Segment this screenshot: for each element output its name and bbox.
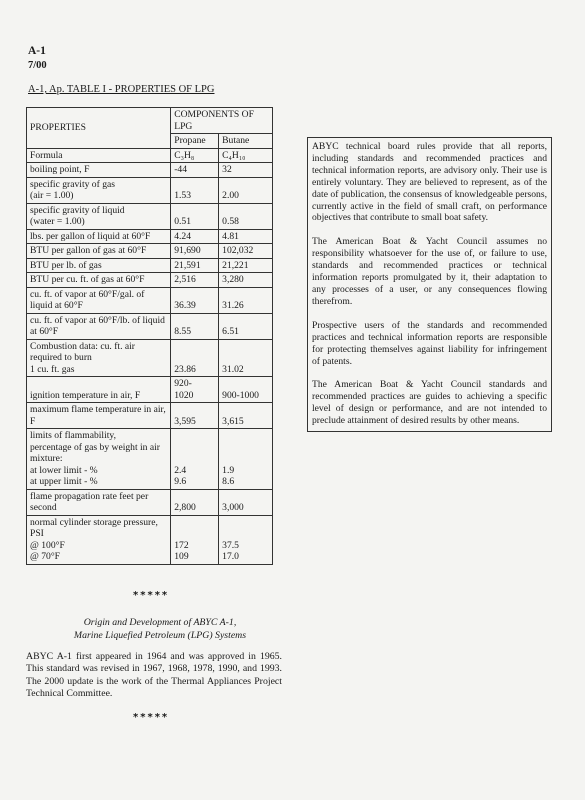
butane-cell: 4.81 — [219, 229, 273, 244]
table-row — [27, 148, 273, 163]
notice-paragraph: Prospective users of the standards and recommended practices and technical information reports are responsible for protecting themselves against liability for infringement of patents. — [312, 319, 547, 367]
table-row — [27, 273, 273, 288]
origin-text: ABYC A-1 first appeared in 1964 and was approved in 1965. This standard was revised in 1967, 1968, 1978, 1990, and 1993. The 2000 update is the work of the Thermal Appliances Project Technical Committee. — [26, 651, 282, 699]
table-row — [27, 313, 273, 339]
propane-cell: 0.51 — [171, 203, 219, 229]
property-cell: cu. ft. of vapor at 60°F/gal. of liquid at 60°F — [27, 287, 171, 313]
header-properties: PROPERTIES — [27, 108, 171, 149]
table-row — [27, 244, 273, 259]
propane-cell: 36.39 — [171, 287, 219, 313]
propane-cell: 2,800 — [171, 489, 219, 515]
property-cell: boiling point, F — [27, 163, 171, 178]
table-row — [27, 203, 273, 229]
butane-cell: C₄H₁₀ — [219, 148, 273, 163]
butane-cell: 37.5 17.0 — [219, 515, 273, 564]
property-cell: lbs. per gallon of liquid at 60°F — [27, 229, 171, 244]
property-cell: Formula — [27, 148, 171, 163]
table-row — [27, 515, 273, 564]
document-date: 7/00 — [28, 60, 47, 71]
origin-heading — [40, 617, 280, 642]
property-cell: flame propagation rate feet per second — [27, 489, 171, 515]
butane-cell: 3,615 — [219, 403, 273, 429]
table-row — [27, 163, 273, 178]
table-row — [27, 229, 273, 244]
origin-title-line1: Origin and Development of ABYC A-1, — [83, 617, 237, 628]
table-row — [27, 339, 273, 377]
propane-cell: 3,595 — [171, 403, 219, 429]
header-butane: Butane — [219, 134, 273, 149]
propane-cell: 2,516 — [171, 273, 219, 288]
advisory-notice-box — [307, 137, 552, 432]
notice-paragraph: The American Boat & Yacht Council standards and recommended practices are guides to achieving a specific level of design or performance, and are not intended to preclude attainment of desired results by other means. — [312, 379, 547, 427]
butane-cell: 1.9 8.6 — [219, 429, 273, 490]
butane-cell: 102,032 — [219, 244, 273, 259]
butane-cell: 21,221 — [219, 258, 273, 273]
table-title: A-1, Ap. TABLE I - PROPERTIES OF LPG — [28, 84, 215, 95]
table-row — [27, 403, 273, 429]
property-cell: normal cylinder storage pressure, PSI @ 100°F @ 70°F — [27, 515, 171, 564]
butane-cell: 6.51 — [219, 313, 273, 339]
header-components-text: COMPONENTS OF LPG — [174, 109, 254, 132]
table-row — [27, 258, 273, 273]
propane-cell: 172 109 — [171, 515, 219, 564]
propane-cell: C₃H₈ — [171, 148, 219, 163]
property-cell: maximum flame temperature in air, F — [27, 403, 171, 429]
notice-paragraph: ABYC technical board rules provide that all reports, including standards and recommended practices and technical information reports, are advisory only. Their use is entirely voluntary. They are believed to represent, as of the date of publication, the consensus of knowledgeable persons, currently active in the field of small craft, on performance objectives that contribute to small boat safety. — [312, 141, 547, 224]
property-cell: Combustion data: cu. ft. air required to burn 1 cu. ft. gas — [27, 339, 171, 377]
butane-cell: 900-1000 — [219, 377, 273, 403]
property-cell: specific gravity of liquid (water = 1.00) — [27, 203, 171, 229]
butane-cell: 3,000 — [219, 489, 273, 515]
table-row — [27, 377, 273, 403]
property-cell: BTU per cu. ft. of gas at 60°F — [27, 273, 171, 288]
property-cell: cu. ft. of vapor at 60°F/lb. of liquid at 60°F — [27, 313, 171, 339]
table-row — [27, 287, 273, 313]
propane-cell: 21,591 — [171, 258, 219, 273]
document-code: A-1 — [28, 45, 46, 57]
property-cell: limits of flammability, percentage of gas by weight in air mixture: at lower limit - % at upper limit - % — [27, 429, 171, 490]
table-row — [27, 489, 273, 515]
separator-stars: ***** — [133, 590, 170, 601]
propane-cell: 91,690 — [171, 244, 219, 259]
propane-cell: 8.55 — [171, 313, 219, 339]
property-cell: BTU per gallon of gas at 60°F — [27, 244, 171, 259]
origin-title-line2: Marine Liquefied Petroleum (LPG) Systems — [73, 629, 247, 641]
butane-cell: 31.26 — [219, 287, 273, 313]
propane-cell: 2.4 9.6 — [171, 429, 219, 490]
property-cell: specific gravity of gas (air = 1.00) — [27, 177, 171, 203]
butane-cell: 3,280 — [219, 273, 273, 288]
propane-cell: 4.24 — [171, 229, 219, 244]
propane-cell: 23.86 — [171, 339, 219, 377]
propane-cell: 1.53 — [171, 177, 219, 203]
butane-cell: 0.58 — [219, 203, 273, 229]
butane-cell: 31.02 — [219, 339, 273, 377]
butane-cell: 32 — [219, 163, 273, 178]
header-propane: Propane — [171, 134, 219, 149]
separator-stars: ***** — [133, 712, 170, 723]
property-cell: ignition temperature in air, F — [27, 377, 171, 403]
propane-cell: 920- 1020 — [171, 377, 219, 403]
table-row — [27, 429, 273, 490]
notice-paragraph: The American Boat & Yacht Council assumes no responsibility whatsoever for the use of, or failure to use, standards and recommended practices or technical information reports promulgated by it, their adaptation to any processes of a user, or any consequences flowing therefrom. — [312, 236, 547, 307]
propane-cell: -44 — [171, 163, 219, 178]
butane-cell: 2.00 — [219, 177, 273, 203]
lpg-properties-table — [26, 107, 273, 565]
table-row — [27, 177, 273, 203]
property-cell: BTU per lb. of gas — [27, 258, 171, 273]
header-components — [171, 108, 273, 134]
